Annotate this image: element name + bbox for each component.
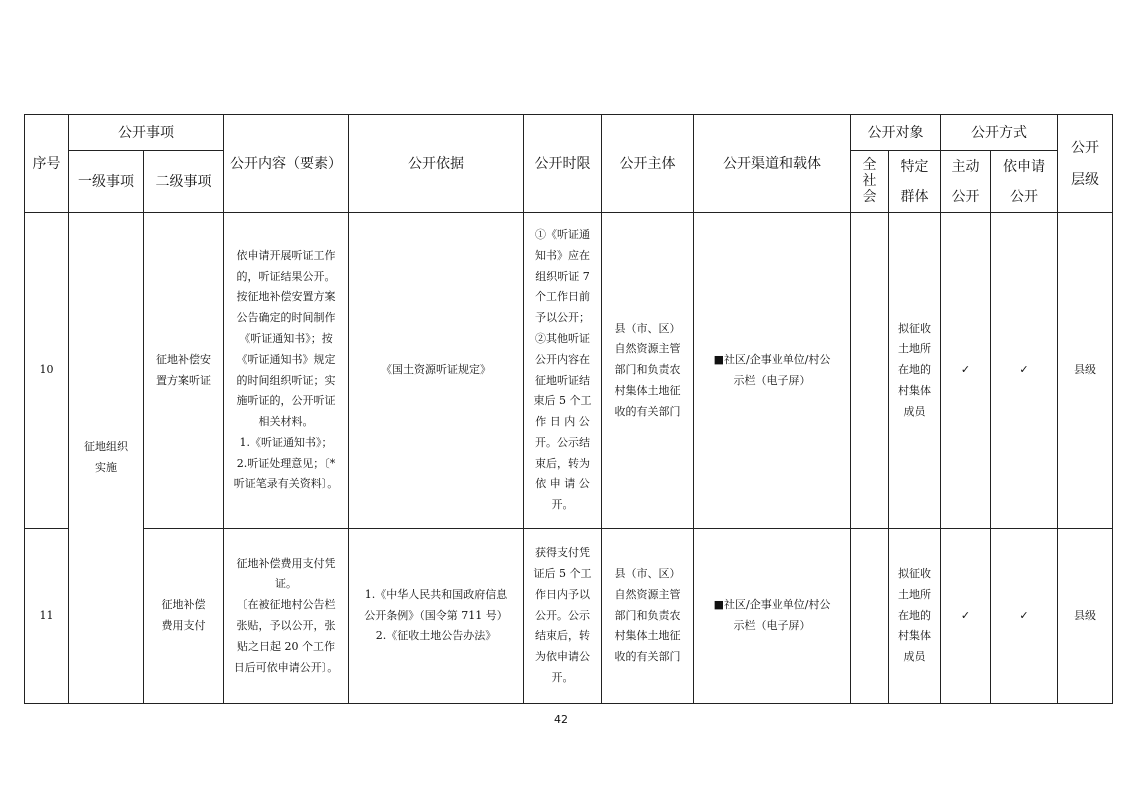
header-mode-request: 依申请 公开 [991,151,1058,213]
page-number: 42 [554,713,568,726]
row-content: 征地补偿费用支付凭 证。 〔在被征地村公告栏 张贴，予以公开，张 贴之日起 20 个工作 日后可依申请公开〕。 [224,529,349,704]
header-level1: 一级事项 [69,151,144,213]
row-seq: 11 [25,529,69,704]
table-row [25,213,1113,529]
header-time-limit: 公开时限 [524,115,602,213]
header-channel: 公开渠道和载体 [694,115,851,213]
row-target-specific: 拟征收 土地所 在地的 村集体 成员 [889,529,941,704]
row-mode-active-check: ✓ [941,213,991,529]
row-level2: 征地补偿 费用支付 [144,529,224,704]
header-item-group: 公开事项 [69,115,224,151]
header-target-all: 全社会 [851,151,889,213]
row-time-limit: ①《听证通 知书》应在 组织听证 7 个工作日前 予以公开； ②其他听证 公开内容在 征地听证结 束后 5 个工 作 日 内 公 开。公示结 束后，转为 依 申 请 公 开。 [524,213,602,529]
row-time-limit: 获得支付凭 证后 5 个工 作日内予以 公开。公示 结束后，转 为依申请公 开。 [524,529,602,704]
row-content: 依申请开展听证工作 的，听证结果公开。 按征地补偿安置方案 公告确定的时间制作 《听证通知书》；按 《听证通知书》规定 的时间组织听证；实 施听证的，公开听证 相关材料。 1.《听证通知书》； 2.听证处理意见；〔* 听证笔录有关资料〕。 [224,213,349,529]
header-content: 公开内容（要素） [224,115,349,213]
header-seq: 序号 [25,115,69,213]
header-basis: 公开依据 [349,115,524,213]
header-level2: 二级事项 [144,151,224,213]
row-target-specific: 拟征收 土地所 在地的 村集体 成员 [889,213,941,529]
disclosure-table [24,114,1113,704]
row-basis: 1.《中华人民共和国政府信息 公开条例》（国令第 711 号） 2.《征收土地公告办法》 [349,529,524,704]
header-mode-active: 主动 公开 [941,151,991,213]
row-seq: 10 [25,213,69,529]
row-target-all [851,529,889,704]
row-subject: 县（市、区） 自然资源主管 部门和负责农 村集体土地征 收的有关部门 [602,213,694,529]
header-subject: 公开主体 [602,115,694,213]
row-channel: ■社区/企事业单位/村公 示栏（电子屏） [694,529,851,704]
level1-item: 征地组织 实施 [69,213,144,704]
header-target-specific: 特定 群体 [889,151,941,213]
row-level: 县级 [1058,529,1113,704]
table-row [25,529,1113,704]
row-target-all [851,213,889,529]
header-level: 公开 层级 [1058,115,1113,213]
row-mode-request-check: ✓ [991,213,1058,529]
row-mode-request-check: ✓ [991,529,1058,704]
header-target-group: 公开对象 [851,115,941,151]
row-subject: 县（市、区） 自然资源主管 部门和负责农 村集体土地征 收的有关部门 [602,529,694,704]
row-channel: ■社区/企事业单位/村公 示栏（电子屏） [694,213,851,529]
row-level: 县级 [1058,213,1113,529]
row-level2: 征地补偿安 置方案听证 [144,213,224,529]
header-mode-group: 公开方式 [941,115,1058,151]
row-mode-active-check: ✓ [941,529,991,704]
row-basis: 《国土资源听证规定》 [349,213,524,529]
